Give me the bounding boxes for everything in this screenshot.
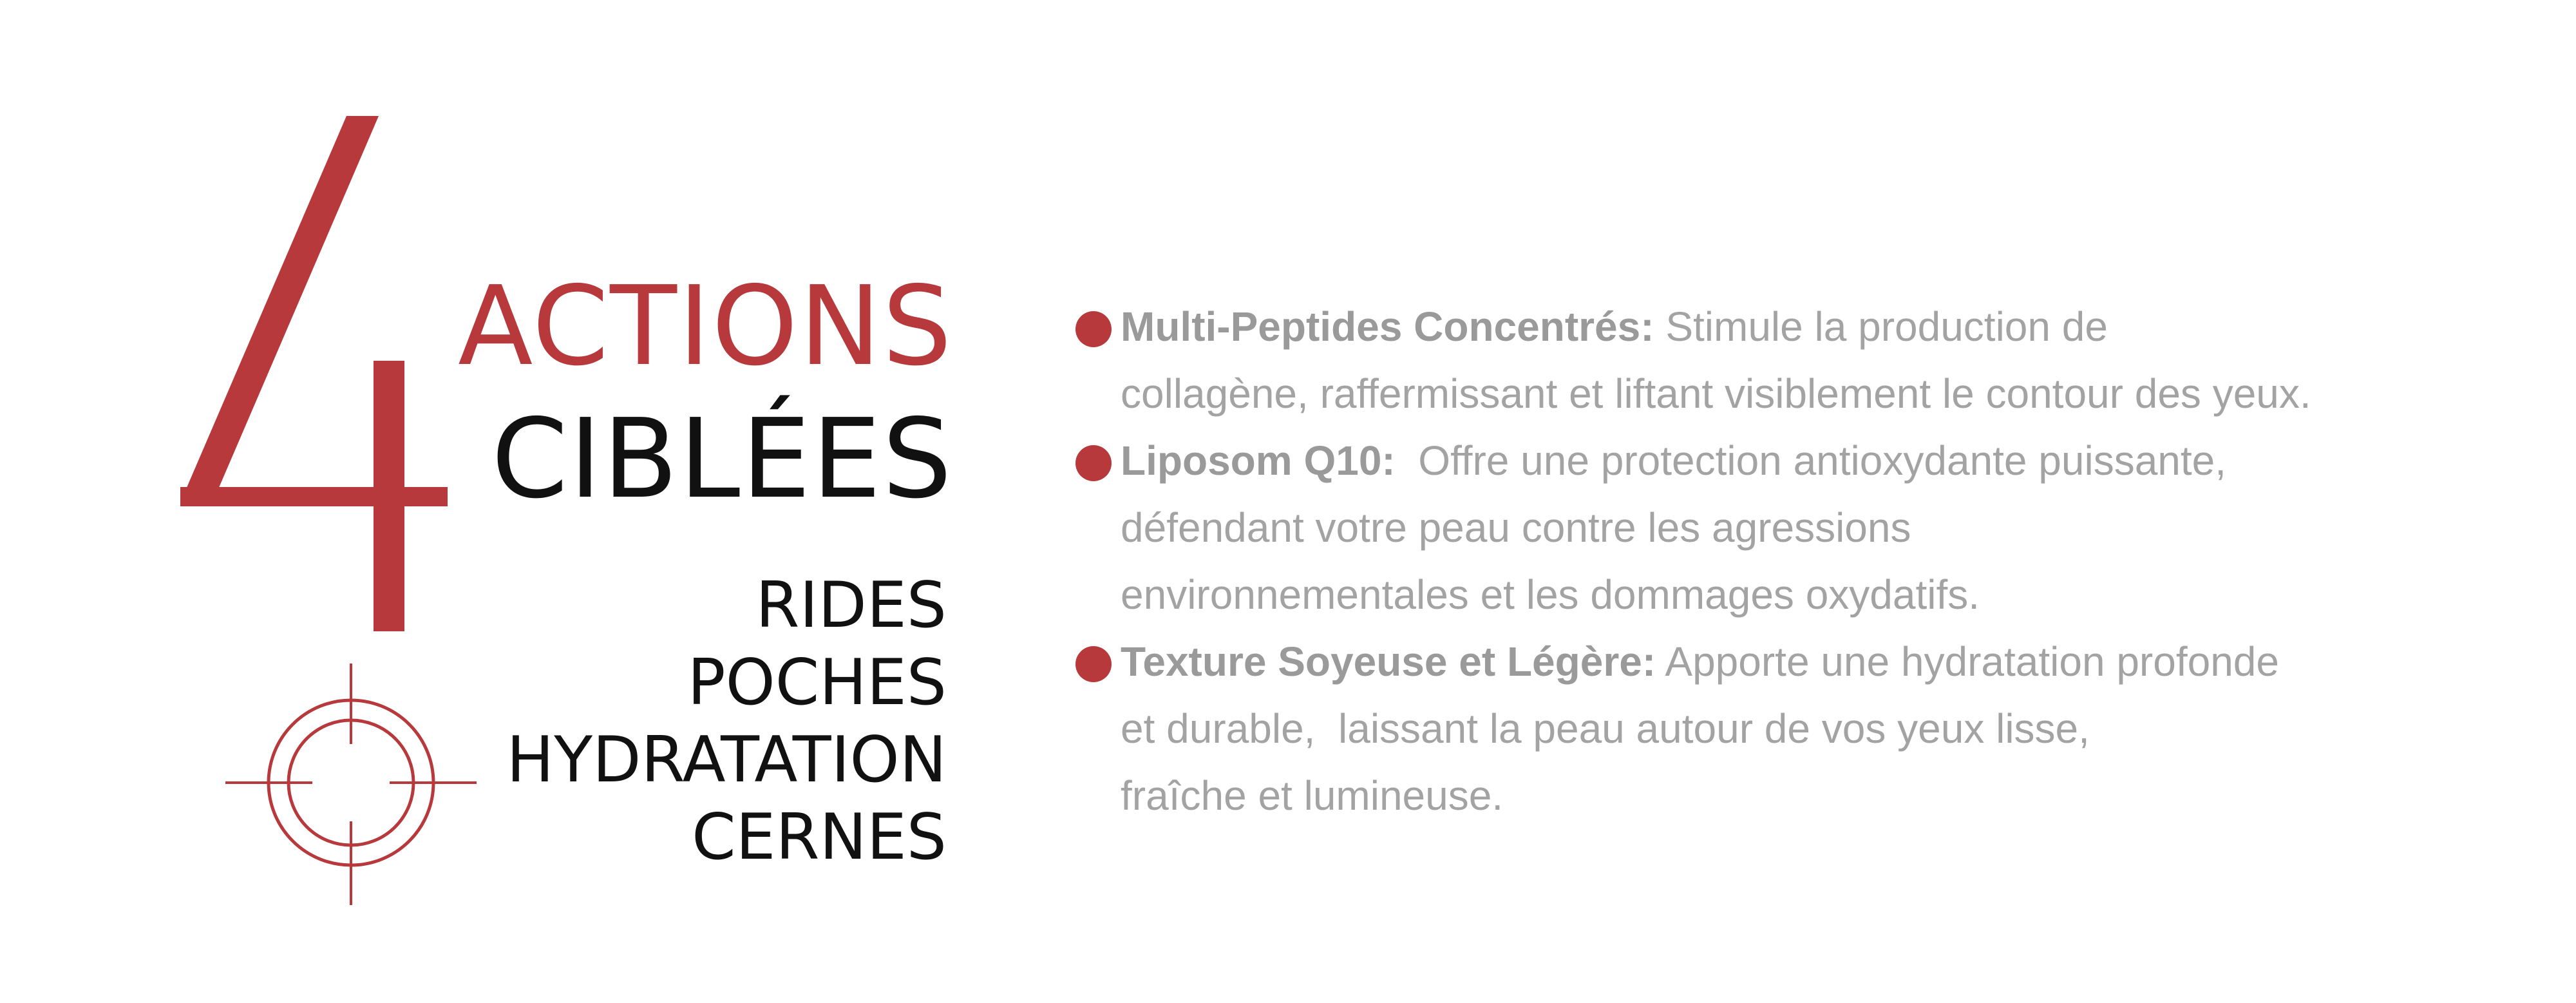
benefit-line: [1121, 427, 2460, 494]
benefit-text: Offre une protection antioxydante puissante,: [1395, 437, 2227, 484]
benefit-item-liposom: [1075, 427, 2460, 628]
headline-actions: ACTIONS: [458, 263, 953, 390]
benefit-text: et durable, laissant la peau autour de vos yeux lisse,: [1121, 705, 2090, 752]
numeral-four-crossbar: [180, 487, 448, 506]
benefit-item-texture: [1075, 628, 2460, 829]
red-dot-bullet-icon: [1075, 311, 1112, 347]
benefit-item-peptides: [1075, 293, 2460, 427]
benefit-text: collagène, raffermissant et liftant visiblement le contour des yeux.: [1121, 370, 2311, 417]
target-list: [507, 567, 947, 876]
benefit-line: [1121, 293, 2460, 360]
target-item-rides: RIDES: [755, 569, 947, 642]
benefits-list: [1075, 293, 2460, 829]
benefit-text: environnementales et les dommages oxydatifs.: [1121, 571, 1980, 618]
target-item-hydratation: HYDRATATION: [506, 723, 947, 797]
numeral-four-stem: [374, 361, 404, 631]
red-dot-bullet-icon: [1075, 646, 1112, 682]
target-item-cernes: CERNES: [692, 801, 947, 874]
headline-ciblees: CIBLÉES: [491, 396, 953, 523]
benefit-text: défendant votre peau contre les agressions: [1121, 504, 1911, 551]
target-item-poches: POCHES: [687, 646, 947, 720]
benefit-title: Multi-Peptides Concentrés:: [1121, 303, 1654, 350]
benefit-text: Apporte une hydratation profonde: [1656, 638, 2279, 685]
benefit-text: Stimule la production de: [1654, 303, 2108, 350]
red-dot-bullet-icon: [1075, 445, 1112, 481]
numeral-four-diagonal: [180, 116, 379, 502]
big-numeral-four: [161, 103, 483, 644]
benefit-line: [1121, 628, 2460, 695]
benefit-title: Liposom Q10:: [1121, 437, 1396, 484]
benefit-title: Texture Soyeuse et Légère:: [1121, 638, 1656, 685]
benefit-text: fraîche et lumineuse.: [1121, 772, 1504, 819]
crosshair-target-icon: [225, 657, 477, 908]
